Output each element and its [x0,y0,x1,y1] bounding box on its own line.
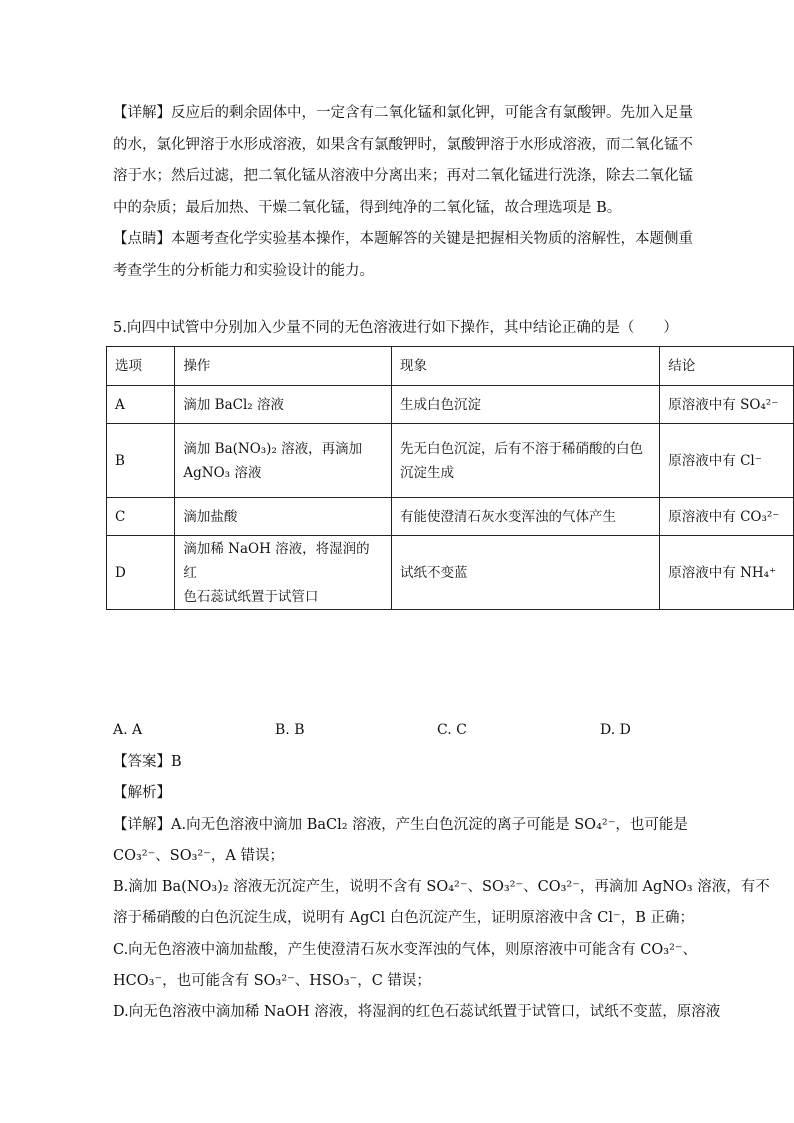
cell-option: D [107,536,175,610]
question-stem: 5.向四中试管中分别加入少量不同的无色溶液进行如下操作，其中结论正确的是（ ） [113,320,678,336]
cell-option: B [107,424,175,498]
text-line: HCO₃⁻，也可能含有 SO₃²⁻、HSO₃⁻，C 错误； [113,973,431,990]
cell-phenomenon: 试纸不变蓝 [392,536,660,610]
cell-option: A [107,386,175,424]
cell-line: 滴加稀 NaOH 溶液，将湿润的红 [183,540,370,581]
header-conclusion: 结论 [660,347,794,386]
header-option: 选项 [107,347,175,386]
cell-line: 色石蕊试纸置于试管口 [183,588,319,605]
cell-line: 先无白色沉淀，后有不溶于稀硝酸的白色 [400,440,644,457]
table-row [107,386,794,424]
text-line: C.向无色溶液中滴加盐酸，产生使澄清石灰水变浑浊的气体，则原溶液中可能含有 CO₃²⁻、 [113,941,698,958]
cell-line: 沉淀生成 [400,464,455,481]
answer-line: 【答案】B [113,754,182,770]
table-row [107,424,794,498]
analysis-heading: 【解析】 [113,785,171,802]
cell-phenomenon: 有能使澄清石灰水变浑浊的气体产生 [392,498,660,536]
table-row [107,536,794,610]
cell-phenomenon: 生成白色沉淀 [392,386,660,424]
experiment-table [106,346,794,610]
option-d: D. D [600,722,631,738]
text-line: CO₃²⁻、SO₃²⁻，A 错误； [113,847,284,864]
text-line: 【详解】反应后的剩余固体中，一定含有二氧化锰和氯化钾，可能含有氯酸钾。先加入足量 [113,105,693,121]
cell-operation [175,424,392,498]
text-line: 的水，氯化钾溶于水形成溶液，如果含有氯酸钾时，氯酸钾溶于水形成溶液，而二氧化锰不 [113,136,693,153]
cell-line: 滴加 Ba(NO₃)₂ 溶液，再滴加 [183,440,363,457]
previous-explanation [113,98,693,287]
cell-line: AgNO₃ 溶液 [183,464,262,481]
header-operation: 操作 [175,347,392,386]
text-line: B.滴加 Ba(NO₃)₂ 溶液无沉淀产生，说明不含有 SO₄²⁻、SO₃²⁻、CO₃²⁻，再滴加 AgNO₃ 溶液，有不 [113,879,770,896]
text-line: 溶于水；然后过滤，把二氧化锰从溶液中分离出来；再对二氧化锰进行洗涤，除去二氧化锰 [113,168,693,184]
text-line: 溶于稀硝酸的白色沉淀生成，说明有 AgCl 白色沉淀产生，证明原溶液中含 Cl⁻，B 正确； [113,910,694,927]
table-header-row [107,347,794,386]
cell-option: C [107,498,175,536]
cell-phenomenon [392,424,660,498]
text-line: 中的杂质；最后加热、干燥二氧化锰，得到纯净的二氧化锰，故合理选项是 B。 [113,199,622,216]
text-line: D.向无色溶液中滴加稀 NaOH 溶液，将湿润的红色石蕊试纸置于试管口，试纸不变蓝，原溶液 [113,1004,721,1021]
cell-operation: 滴加 BaCl₂ 溶液 [175,386,392,424]
cell-operation [175,536,392,610]
text-line: 考查学生的分析能力和实验设计的能力。 [113,262,374,279]
option-a: A. A [113,722,143,738]
table-row [107,498,794,536]
answer-analysis [113,747,770,1029]
cell-conclusion: 原溶液中有 Cl⁻ [660,424,794,498]
cell-operation: 滴加盐酸 [175,498,392,536]
header-phenomenon: 现象 [392,347,660,386]
text-line: 【点睛】本题考查化学实验基本操作，本题解答的关键是把握相关物质的溶解性，本题侧重 [113,231,693,247]
cell-conclusion: 原溶液中有 CO₃²⁻ [660,498,794,536]
cell-conclusion: 原溶液中有 NH₄⁺ [660,536,794,610]
option-c: C. C [437,722,467,738]
text-line: 【详解】A.向无色溶液中滴加 BaCl₂ 溶液，产生白色沉淀的离子可能是 SO₄²⁻，也可能是 [113,816,688,833]
option-b: B. B [275,722,305,738]
cell-conclusion: 原溶液中有 SO₄²⁻ [660,386,794,424]
